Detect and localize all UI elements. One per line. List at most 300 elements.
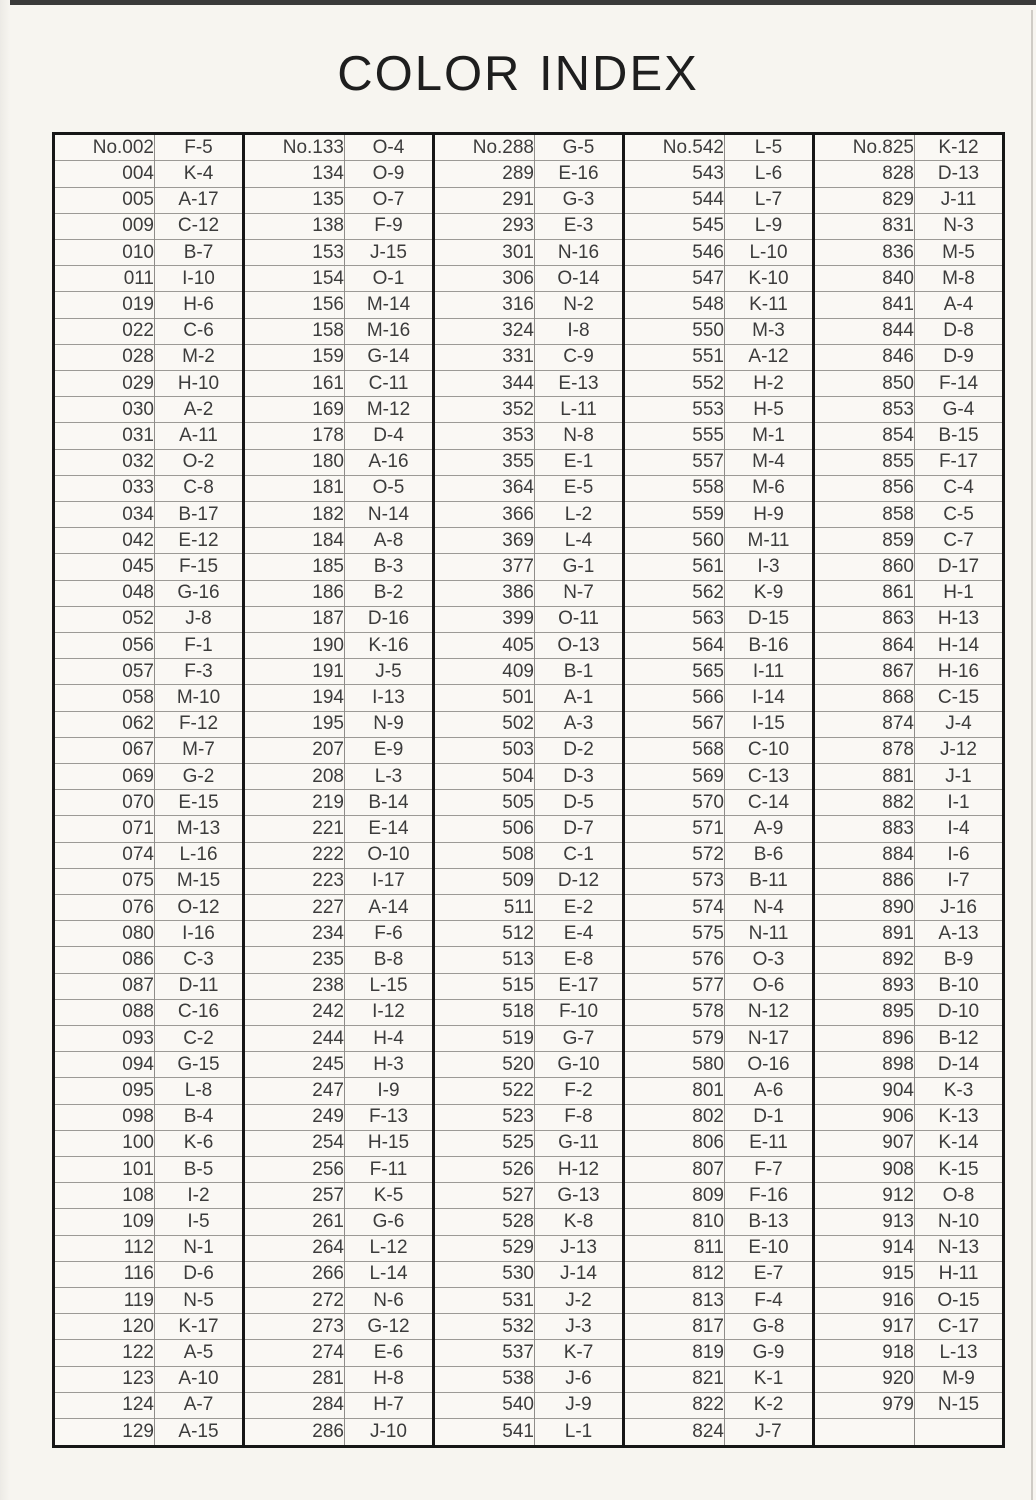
color-code-cell: H-12 [535, 1157, 624, 1183]
color-code-cell: F-12 [155, 711, 244, 737]
color-code-cell: M-3 [725, 318, 814, 344]
color-number-cell: 867 [814, 659, 915, 685]
table-row [54, 1052, 1004, 1078]
color-code-cell: J-14 [535, 1261, 624, 1287]
color-number-cell: 573 [624, 868, 725, 894]
color-code-cell: G-6 [345, 1209, 434, 1235]
color-code-cell: H-1 [915, 580, 1004, 606]
color-code-cell: J-16 [915, 895, 1004, 921]
color-number-cell: 095 [54, 1078, 155, 1104]
color-number-cell: 914 [814, 1235, 915, 1261]
color-code-cell: C-12 [155, 213, 244, 239]
color-code-cell: A-10 [155, 1366, 244, 1392]
color-number-cell: 030 [54, 397, 155, 423]
color-number-cell: 908 [814, 1157, 915, 1183]
color-code-cell: H-16 [915, 659, 1004, 685]
color-number-cell: 019 [54, 292, 155, 318]
color-code-cell: O-15 [915, 1288, 1004, 1314]
color-number-cell: 886 [814, 868, 915, 894]
color-code-cell: A-11 [155, 423, 244, 449]
color-code-cell: I-11 [725, 659, 814, 685]
color-number-cell: 548 [624, 292, 725, 318]
color-number-cell: 868 [814, 685, 915, 711]
scan-edge-left [0, 0, 10, 1500]
color-number-cell: 810 [624, 1209, 725, 1235]
color-number-cell: 109 [54, 1209, 155, 1235]
color-code-cell: K-3 [915, 1078, 1004, 1104]
color-number-cell: 281 [244, 1366, 345, 1392]
color-code-cell: B-4 [155, 1104, 244, 1130]
scan-edge-right [1031, 10, 1033, 1500]
color-number-cell: 306 [434, 266, 535, 292]
table-row [54, 895, 1004, 921]
table-row [54, 292, 1004, 318]
color-number-cell: 045 [54, 554, 155, 580]
color-code-cell: B-3 [345, 554, 434, 580]
color-code-cell: C-15 [915, 685, 1004, 711]
color-number-cell: 112 [54, 1235, 155, 1261]
color-number-cell: 856 [814, 475, 915, 501]
color-number-cell: 863 [814, 606, 915, 632]
color-number-cell: 075 [54, 868, 155, 894]
color-number-cell: 831 [814, 213, 915, 239]
color-number-cell: 822 [624, 1392, 725, 1418]
color-code-cell: O-4 [345, 134, 434, 161]
table-row [54, 1078, 1004, 1104]
table-row [54, 737, 1004, 763]
table-row [54, 999, 1004, 1025]
color-number-cell: 538 [434, 1366, 535, 1392]
color-number-cell: 809 [624, 1183, 725, 1209]
color-code-cell: A-15 [155, 1419, 244, 1447]
color-code-cell: N-9 [345, 711, 434, 737]
color-code-cell: H-10 [155, 370, 244, 396]
color-number-cell: 123 [54, 1366, 155, 1392]
color-code-cell: I-10 [155, 266, 244, 292]
color-number-cell: 526 [434, 1157, 535, 1183]
color-code-cell: J-5 [345, 659, 434, 685]
color-number-cell: 577 [624, 973, 725, 999]
color-code-cell: B-7 [155, 239, 244, 265]
color-code-cell: N-8 [535, 423, 624, 449]
color-code-cell: F-15 [155, 554, 244, 580]
color-number-cell: 261 [244, 1209, 345, 1235]
color-number-cell: 859 [814, 528, 915, 554]
color-code-cell: F-17 [915, 449, 1004, 475]
color-number-cell: 915 [814, 1261, 915, 1287]
color-code-cell: F-11 [345, 1157, 434, 1183]
color-code-cell: J-1 [915, 764, 1004, 790]
color-code-cell: N-14 [345, 501, 434, 527]
color-code-cell: I-6 [915, 842, 1004, 868]
color-number-cell: 813 [624, 1288, 725, 1314]
table-row [54, 554, 1004, 580]
color-number-cell: 566 [624, 685, 725, 711]
color-number-cell: 161 [244, 370, 345, 396]
color-number-cell: 178 [244, 423, 345, 449]
table-row [54, 528, 1004, 554]
color-number-cell: 399 [434, 606, 535, 632]
color-number-cell: 088 [54, 999, 155, 1025]
table-row [54, 501, 1004, 527]
color-code-cell: H-8 [345, 1366, 434, 1392]
color-code-cell: G-5 [535, 134, 624, 161]
color-number-cell: 221 [244, 816, 345, 842]
color-number-cell: 353 [434, 423, 535, 449]
color-code-cell: O-16 [725, 1052, 814, 1078]
color-code-cell: K-15 [915, 1157, 1004, 1183]
color-code-cell: M-14 [345, 292, 434, 318]
color-number-cell: 563 [624, 606, 725, 632]
table-row [54, 659, 1004, 685]
color-number-cell: 883 [814, 816, 915, 842]
color-number-cell: No.542 [624, 134, 725, 161]
color-code-cell: O-12 [155, 895, 244, 921]
color-number-cell: 523 [434, 1104, 535, 1130]
color-number-cell: 242 [244, 999, 345, 1025]
color-number-cell: 874 [814, 711, 915, 737]
color-code-cell: G-7 [535, 1026, 624, 1052]
color-code-cell: E-12 [155, 528, 244, 554]
color-code-cell: J-15 [345, 239, 434, 265]
table-row [54, 318, 1004, 344]
color-code-cell: D-13 [915, 161, 1004, 187]
color-number-cell: 344 [434, 370, 535, 396]
color-code-cell: E-13 [535, 370, 624, 396]
color-code-cell: G-2 [155, 764, 244, 790]
color-code-cell: D-4 [345, 423, 434, 449]
color-code-cell: B-16 [725, 633, 814, 659]
color-code-cell: J-4 [915, 711, 1004, 737]
color-code-cell: G-15 [155, 1052, 244, 1078]
color-code-cell: B-9 [915, 947, 1004, 973]
color-number-cell: 153 [244, 239, 345, 265]
color-number-cell: 272 [244, 1288, 345, 1314]
color-number-cell: 134 [244, 161, 345, 187]
color-code-cell: G-3 [535, 187, 624, 213]
table-row [54, 1392, 1004, 1418]
color-number-cell: 812 [624, 1261, 725, 1287]
color-code-cell: H-14 [915, 633, 1004, 659]
color-code-cell: D-14 [915, 1052, 1004, 1078]
color-number-cell: No.133 [244, 134, 345, 161]
color-number-cell: 289 [434, 161, 535, 187]
color-number-cell: 525 [434, 1130, 535, 1156]
color-number-cell: 098 [54, 1104, 155, 1130]
table-row [54, 1209, 1004, 1235]
color-code-cell: J-9 [535, 1392, 624, 1418]
color-code-cell: G-9 [725, 1340, 814, 1366]
color-number-cell: 527 [434, 1183, 535, 1209]
color-number-cell: 504 [434, 764, 535, 790]
color-code-cell: L-16 [155, 842, 244, 868]
color-number-cell: 245 [244, 1052, 345, 1078]
color-number-cell: 529 [434, 1235, 535, 1261]
color-code-cell: I-17 [345, 868, 434, 894]
table-row [54, 580, 1004, 606]
table-row [54, 947, 1004, 973]
color-number-cell: 829 [814, 187, 915, 213]
color-number-cell: 840 [814, 266, 915, 292]
table-row [54, 842, 1004, 868]
color-code-cell: B-13 [725, 1209, 814, 1235]
color-code-cell: A-12 [725, 344, 814, 370]
color-number-cell: 802 [624, 1104, 725, 1130]
color-code-cell: N-13 [915, 1235, 1004, 1261]
color-number-cell: 574 [624, 895, 725, 921]
color-number-cell: 067 [54, 737, 155, 763]
color-number-cell: 841 [814, 292, 915, 318]
color-number-cell: 191 [244, 659, 345, 685]
color-code-cell: O-1 [345, 266, 434, 292]
color-code-cell: G-4 [915, 397, 1004, 423]
table-row [54, 816, 1004, 842]
color-number-cell: 159 [244, 344, 345, 370]
color-number-cell: 316 [434, 292, 535, 318]
color-number-cell: 858 [814, 501, 915, 527]
table-row [54, 1026, 1004, 1052]
color-code-cell: G-16 [155, 580, 244, 606]
color-code-cell: M-9 [915, 1366, 1004, 1392]
color-number-cell: 364 [434, 475, 535, 501]
color-code-cell: J-7 [725, 1419, 814, 1447]
color-code-cell: O-14 [535, 266, 624, 292]
color-code-cell: C-1 [535, 842, 624, 868]
color-number-cell: 543 [624, 161, 725, 187]
color-number-cell: 331 [434, 344, 535, 370]
color-number-cell: 195 [244, 711, 345, 737]
color-code-cell: E-1 [535, 449, 624, 475]
color-code-cell: E-16 [535, 161, 624, 187]
color-code-cell: N-3 [915, 213, 1004, 239]
color-number-cell: 086 [54, 947, 155, 973]
color-code-cell: K-16 [345, 633, 434, 659]
color-number-cell: 562 [624, 580, 725, 606]
color-number-cell: 048 [54, 580, 155, 606]
color-number-cell: 028 [54, 344, 155, 370]
color-code-cell: I-12 [345, 999, 434, 1025]
color-number-cell: 264 [244, 1235, 345, 1261]
color-number-cell: 235 [244, 947, 345, 973]
color-number-cell: 062 [54, 711, 155, 737]
color-code-cell: F-13 [345, 1104, 434, 1130]
color-number-cell: 528 [434, 1209, 535, 1235]
color-number-cell: 208 [244, 764, 345, 790]
color-number-cell: 503 [434, 737, 535, 763]
color-code-cell: N-10 [915, 1209, 1004, 1235]
color-code-cell: F-3 [155, 659, 244, 685]
color-number-cell: 515 [434, 973, 535, 999]
color-number-cell: 541 [434, 1419, 535, 1447]
color-number-cell: 119 [54, 1288, 155, 1314]
color-number-cell: 844 [814, 318, 915, 344]
color-number-cell: 249 [244, 1104, 345, 1130]
color-number-cell: 022 [54, 318, 155, 344]
color-code-cell: N-7 [535, 580, 624, 606]
color-code-cell: A-2 [155, 397, 244, 423]
color-code-cell: A-13 [915, 921, 1004, 947]
color-code-cell: I-14 [725, 685, 814, 711]
table-row [54, 764, 1004, 790]
table-row [54, 606, 1004, 632]
color-number-cell: 575 [624, 921, 725, 947]
color-code-cell: G-11 [535, 1130, 624, 1156]
color-code-cell: I-15 [725, 711, 814, 737]
color-code-cell: G-8 [725, 1314, 814, 1340]
color-code-cell: E-7 [725, 1261, 814, 1287]
color-code-cell: K-9 [725, 580, 814, 606]
table-row [54, 1104, 1004, 1130]
color-number-cell: No.002 [54, 134, 155, 161]
color-code-cell: C-9 [535, 344, 624, 370]
color-number-cell: 184 [244, 528, 345, 554]
color-code-cell: H-7 [345, 1392, 434, 1418]
color-number-cell: 520 [434, 1052, 535, 1078]
color-number-cell: 512 [434, 921, 535, 947]
color-code-cell: H-6 [155, 292, 244, 318]
color-number-cell: 124 [54, 1392, 155, 1418]
color-number-cell: 513 [434, 947, 535, 973]
color-code-cell: D-7 [535, 816, 624, 842]
color-number-cell: 029 [54, 370, 155, 396]
color-number-cell: 070 [54, 790, 155, 816]
color-code-cell: B-8 [345, 947, 434, 973]
color-number-cell: 033 [54, 475, 155, 501]
color-number-cell: 042 [54, 528, 155, 554]
color-number-cell: 071 [54, 816, 155, 842]
color-number-cell: 846 [814, 344, 915, 370]
color-code-cell: L-10 [725, 239, 814, 265]
color-number-cell: 913 [814, 1209, 915, 1235]
color-number-cell: No.825 [814, 134, 915, 161]
color-code-cell: D-17 [915, 554, 1004, 580]
color-number-cell: 878 [814, 737, 915, 763]
color-number-cell: 918 [814, 1340, 915, 1366]
color-code-cell: N-12 [725, 999, 814, 1025]
color-code-cell: N-16 [535, 239, 624, 265]
color-number-cell: 076 [54, 895, 155, 921]
color-number-cell: 069 [54, 764, 155, 790]
color-number-cell: 181 [244, 475, 345, 501]
color-number-cell: 531 [434, 1288, 535, 1314]
color-number-cell: 898 [814, 1052, 915, 1078]
color-code-cell: O-11 [535, 606, 624, 632]
table-row [54, 1261, 1004, 1287]
color-code-cell: L-4 [535, 528, 624, 554]
color-number-cell: 558 [624, 475, 725, 501]
color-number-cell: 135 [244, 187, 345, 213]
color-number-cell: 559 [624, 501, 725, 527]
color-number-cell: 509 [434, 868, 535, 894]
color-number-cell: 540 [434, 1392, 535, 1418]
table-row [54, 685, 1004, 711]
color-code-cell: C-3 [155, 947, 244, 973]
color-number-cell: 257 [244, 1183, 345, 1209]
color-code-cell: G-10 [535, 1052, 624, 1078]
color-code-cell: M-5 [915, 239, 1004, 265]
color-number-cell: 571 [624, 816, 725, 842]
color-code-cell: K-5 [345, 1183, 434, 1209]
color-code-cell: F-2 [535, 1078, 624, 1104]
color-code-cell: L-1 [535, 1419, 624, 1447]
color-number-cell: 058 [54, 685, 155, 711]
color-number-cell: 519 [434, 1026, 535, 1052]
table-row [54, 973, 1004, 999]
color-number-cell: 057 [54, 659, 155, 685]
color-code-cell: O-2 [155, 449, 244, 475]
color-number-cell: 052 [54, 606, 155, 632]
color-number-cell: 811 [624, 1235, 725, 1261]
color-code-cell: F-7 [725, 1157, 814, 1183]
color-number-cell: 836 [814, 239, 915, 265]
color-number-cell: 906 [814, 1104, 915, 1130]
color-number-cell: 807 [624, 1157, 725, 1183]
color-number-cell: 578 [624, 999, 725, 1025]
color-code-cell: A-6 [725, 1078, 814, 1104]
color-code-cell: I-8 [535, 318, 624, 344]
color-number-cell: 369 [434, 528, 535, 554]
color-code-cell: C-17 [915, 1314, 1004, 1340]
color-code-cell: D-9 [915, 344, 1004, 370]
table-row [54, 790, 1004, 816]
color-number-cell: 377 [434, 554, 535, 580]
table-row [54, 1419, 1004, 1447]
color-code-cell: F-8 [535, 1104, 624, 1130]
color-number-cell: 855 [814, 449, 915, 475]
color-code-cell: G-12 [345, 1314, 434, 1340]
color-code-cell: D-1 [725, 1104, 814, 1130]
color-code-cell [915, 1419, 1004, 1447]
color-number-cell: 882 [814, 790, 915, 816]
color-number-cell: 817 [624, 1314, 725, 1340]
color-code-cell: E-10 [725, 1235, 814, 1261]
color-code-cell: C-2 [155, 1026, 244, 1052]
color-number-cell: 274 [244, 1340, 345, 1366]
color-number-cell: 187 [244, 606, 345, 632]
color-number-cell: 502 [434, 711, 535, 737]
color-number-cell: 247 [244, 1078, 345, 1104]
color-code-cell: H-11 [915, 1261, 1004, 1287]
color-code-cell: K-11 [725, 292, 814, 318]
color-code-cell: E-8 [535, 947, 624, 973]
color-code-cell: H-2 [725, 370, 814, 396]
color-index-table-body [54, 134, 1004, 1447]
color-number-cell: 087 [54, 973, 155, 999]
color-code-cell: K-7 [535, 1340, 624, 1366]
color-code-cell: I-4 [915, 816, 1004, 842]
color-code-cell: N-15 [915, 1392, 1004, 1418]
color-code-cell: M-4 [725, 449, 814, 475]
color-code-cell: H-5 [725, 397, 814, 423]
color-number-cell: 238 [244, 973, 345, 999]
color-code-cell: G-1 [535, 554, 624, 580]
color-code-cell: O-9 [345, 161, 434, 187]
color-code-cell: L-11 [535, 397, 624, 423]
color-code-cell: M-16 [345, 318, 434, 344]
color-number-cell: 080 [54, 921, 155, 947]
color-number-cell: 366 [434, 501, 535, 527]
color-number-cell: 546 [624, 239, 725, 265]
color-code-cell: L-7 [725, 187, 814, 213]
color-code-cell: K-4 [155, 161, 244, 187]
color-code-cell: E-5 [535, 475, 624, 501]
color-number-cell: 916 [814, 1288, 915, 1314]
color-code-cell: H-3 [345, 1052, 434, 1078]
color-code-cell: N-4 [725, 895, 814, 921]
color-code-cell: A-7 [155, 1392, 244, 1418]
color-code-cell: A-3 [535, 711, 624, 737]
color-number-cell: 180 [244, 449, 345, 475]
